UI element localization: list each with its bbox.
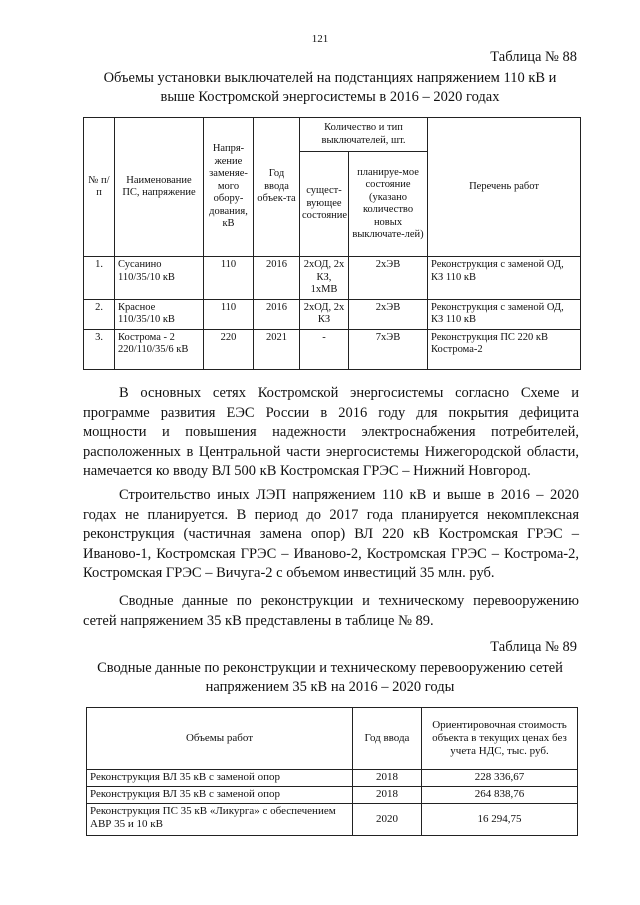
cell-num: 1.: [84, 257, 115, 300]
paragraph-2: Строительство иных ЛЭП напряжением 110 кВ и выше в 2016 – 2020 годах не планируется. В период до 2017 года планируется некомплексная реконструкция (частичная замена опор) ВЛ 220 кВ Костромская ГРЭС – Иваново-1, Костромская ГРЭС – Иваново-2, Костромская ГРЭС – Кострома-2, Костромская ГРЭС – Вичуга-2 с объемом инвестиций 35 млн. руб.: [83, 487, 579, 581]
cell-works: Реконструкция с заменой ОД, КЗ 110 кВ: [428, 299, 581, 329]
cell-existing: 2хОД, 2х КЗ: [300, 299, 349, 329]
cell-year: 2018: [353, 787, 422, 804]
cell-cost: 264 838,76: [422, 787, 578, 804]
table-89-title-line2: напряжением 35 кВ на 2016 – 2020 годы: [205, 679, 455, 695]
cell-voltage: 110: [204, 299, 254, 329]
cell-cost: 16 294,75: [422, 804, 578, 836]
table-88-title-line2: выше Костромской энергосистемы в 2016 – 2020 годах: [160, 89, 500, 105]
table-row: [84, 299, 581, 329]
table-row: [87, 787, 578, 804]
cell-works: Реконструкция ВЛ 35 кВ с заменой опор: [87, 770, 353, 787]
paragraph-3: Сводные данные по реконструкции и техническому перевооружению сетей напряжением 35 кВ представлены в таблице № 89.: [83, 593, 579, 629]
cell-works: Реконструкция ПС 220 кВ Кострома-2: [428, 329, 581, 369]
header-year: Год ввода объек-та: [254, 118, 300, 257]
cell-name: Кострома - 2 220/110/35/6 кВ: [115, 329, 204, 369]
header-existing: сущест-вующее состояние: [300, 152, 349, 257]
cell-num: 2.: [84, 299, 115, 329]
cell-year: 2016: [254, 299, 300, 329]
cell-existing: -: [300, 329, 349, 369]
header-planned: планируе-мое состояние (указано количество новых выключате-лей): [349, 152, 428, 257]
header-qty-group: Количество и тип выключателей, шт.: [300, 118, 428, 152]
cell-existing: 2хОД, 2х КЗ, 1хМВ: [300, 257, 349, 300]
table-89-caption: Таблица № 89: [490, 639, 577, 655]
table-89-title-line1: Сводные данные по реконструкции и техническому перевооружению сетей: [97, 660, 563, 676]
cell-name: Сусанино 110/35/10 кВ: [115, 257, 204, 300]
cell-works: Реконструкция ВЛ 35 кВ с заменой опор: [87, 787, 353, 804]
cell-year: 2021: [254, 329, 300, 369]
cell-year: 2020: [353, 804, 422, 836]
table-89: [86, 707, 578, 836]
cell-planned: 2хЭВ: [349, 257, 428, 300]
table-row: [84, 257, 581, 300]
table-88: [83, 117, 581, 370]
page-number: 121: [311, 33, 329, 45]
header-works: Перечень работ: [428, 118, 581, 257]
paragraph-1: В основных сетях Костромской энергосистемы согласно Схеме и программе развития ЕЭС России в 2016 году для покрытия дефицита мощности и повышения надежности электроснабжения потребителей, расположенных в Центральной части энергосистемы Нижегородской области, намечается ко вводу ВЛ 500 кВ Костромская ГРЭС – Нижний Новгород.: [83, 385, 579, 479]
cell-works: Реконструкция ПС 35 кВ «Ликурга» с обеспечением АВР 35 и 10 кВ: [87, 804, 353, 836]
cell-voltage: 220: [204, 329, 254, 369]
header-cost: Ориентировочная стоимость объекта в текущих ценах без учета НДС, тыс. руб.: [422, 708, 578, 770]
header-year: Год ввода: [353, 708, 422, 770]
table-88-title-line1: Объемы установки выключателей на подстанциях напряжением 110 кВ и: [103, 70, 557, 86]
cell-works: Реконструкция с заменой ОД, КЗ 110 кВ: [428, 257, 581, 300]
cell-planned: 7хЭВ: [349, 329, 428, 369]
cell-cost: 228 336,67: [422, 770, 578, 787]
cell-name: Красное 110/35/10 кВ: [115, 299, 204, 329]
cell-voltage: 110: [204, 257, 254, 300]
table-88-caption: Таблица № 88: [490, 49, 577, 65]
cell-year: 2018: [353, 770, 422, 787]
table-row: [84, 329, 581, 369]
cell-num: 3.: [84, 329, 115, 369]
cell-planned: 2хЭВ: [349, 299, 428, 329]
table-row: [87, 804, 578, 836]
header-works: Объемы работ: [87, 708, 353, 770]
header-num: № п/п: [84, 118, 115, 257]
cell-year: 2016: [254, 257, 300, 300]
table-row: [87, 770, 578, 787]
header-name: Наименование ПС, напряжение: [115, 118, 204, 257]
header-voltage: Напря-жение заменяе-мого обору-дования, кВ: [204, 118, 254, 257]
